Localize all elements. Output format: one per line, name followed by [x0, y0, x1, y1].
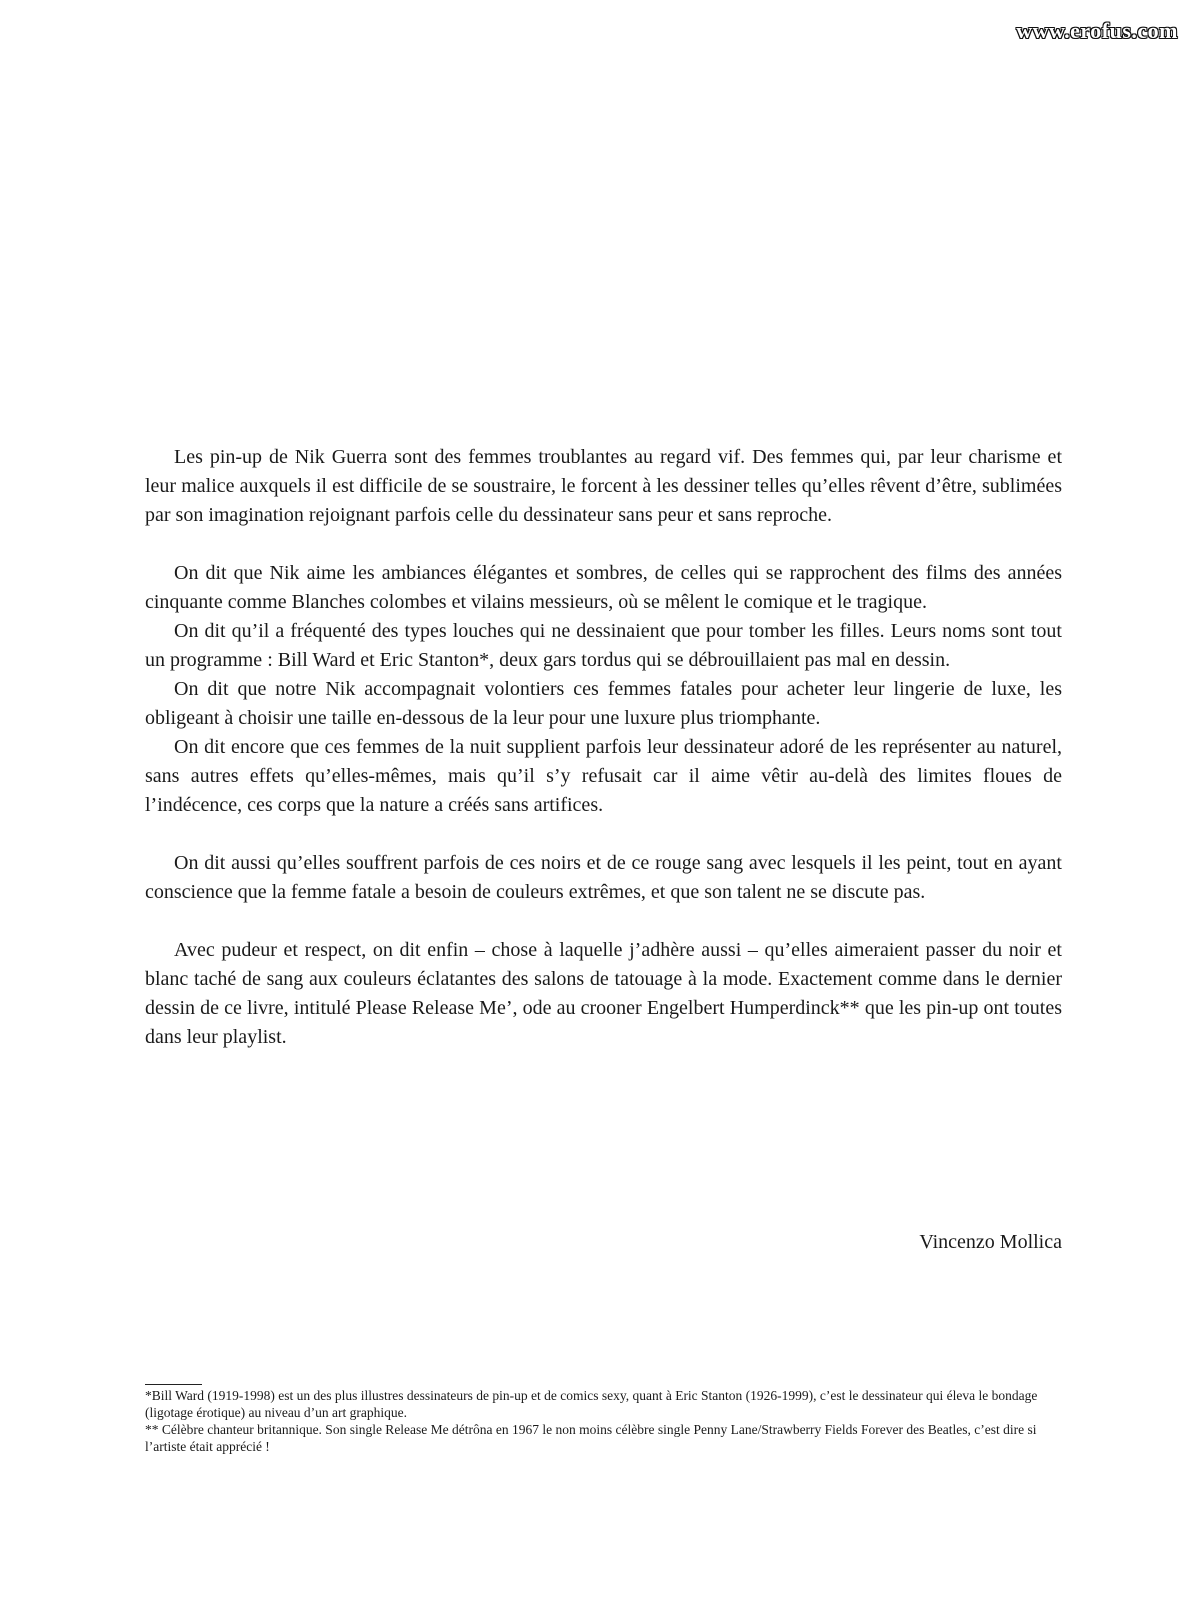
- paragraph-ambiances: On dit que Nik aime les ambiances élégantes et sombres, de celles qui se rapprochent des films des années cinquante comme Blanches colombes et vilains messieurs, où se mêlent le comique et le tragique.: [145, 562, 1062, 613]
- footnote-divider: [145, 1384, 202, 1385]
- paragraph-femmes-nuit: On dit encore que ces femmes de la nuit supplient parfois leur dessinateur adoré de les représenter au naturel, sans autres effets qu’elles-mêmes, mais qu’il s’y refusait car il aime vêtir au-delà des limites floues de l’indécence, ces corps que la nature a créés sans artifices.: [145, 736, 1062, 816]
- article-body: [145, 443, 1062, 1052]
- footnote-bill-ward: *Bill Ward (1919-1998) est un des plus illustres dessinateurs de pin-up et de comics sexy, quant à Eric Stanton (1926-1999), c’est le dessinateur qui éleva le bondage (ligotage érotique) au niveau d’un art graphique.: [145, 1388, 1038, 1420]
- footnote-humperdinck: ** Célèbre chanteur britannique. Son single Release Me détrôna en 1967 le non moins célèbre single Penny Lane/Strawberry Fields Forever des Beatles, c’est dire si l’artiste était apprécié !: [145, 1422, 1037, 1454]
- author-signature: Vincenzo Mollica: [919, 1231, 1062, 1253]
- paragraph-rouge-sang: On dit aussi qu’elles souffrent parfois de ces noirs et de ce rouge sang avec lesquels il les peint, tout en ayant conscience que la femme fatale a besoin de couleurs extrêmes, et que son talent ne se discute pas.: [145, 852, 1062, 903]
- paragraph-lingerie: On dit que notre Nik accompagnait volontiers ces femmes fatales pour acheter leur lingerie de luxe, les obligeant à choisir une taille en-dessous de la leur pour une luxure plus triomphante.: [145, 678, 1062, 729]
- paragraph-conclusion: Avec pudeur et respect, on dit enfin – chose à laquelle j’adhère aussi – qu’elles aimeraient passer du noir et blanc taché de sang aux couleurs éclatantes des salons de tatouage à la mode. Exactement comme dans le dernier dessin de ce livre, intitulé Please Release Me’, ode au crooner Engelbert Humperdinck** que les pin-up ont toutes dans leur playlist.: [145, 939, 1062, 1048]
- footnotes: [145, 1387, 1062, 1455]
- site-watermark: www.erofus.com: [1016, 18, 1178, 43]
- paragraph-types-louches: On dit qu’il a fréquenté des types louches qui ne dessinaient que pour tomber les filles. Leurs noms sont tout un programme : Bill Ward et Eric Stanton*, deux gars tordus qui se débrouillaient pas mal en dessin.: [145, 620, 1062, 671]
- paragraph-intro: Les pin-up de Nik Guerra sont des femmes troublantes au regard vif. Des femmes qui, par leur charisme et leur malice auxquels il est difficile de se soustraire, le forcent à les dessiner telles qu’elles rêvent d’être, sublimées par son imagination rejoignant parfois celle du dessinateur sans peur et sans reproche.: [145, 446, 1062, 526]
